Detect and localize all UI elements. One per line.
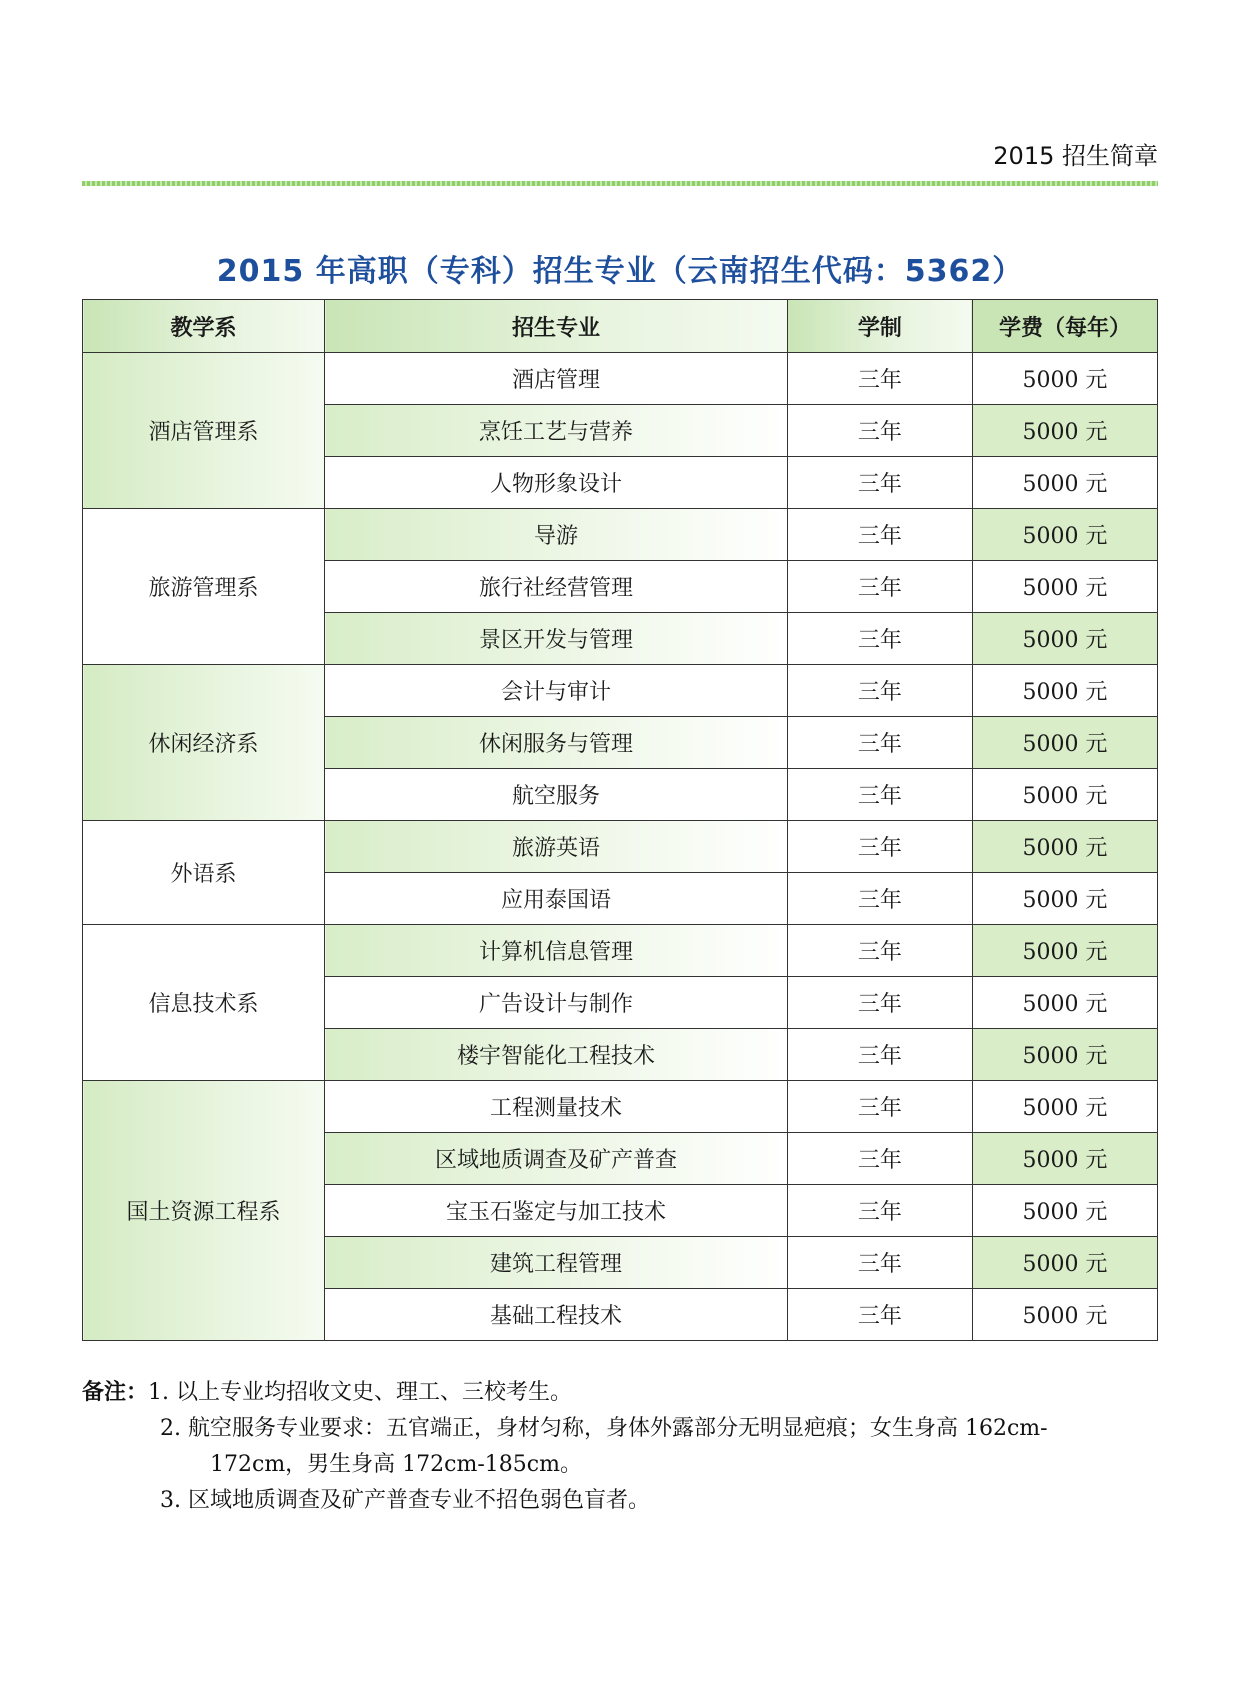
table-row bbox=[83, 353, 1158, 405]
duration-cell: 三年 bbox=[787, 613, 972, 665]
tuition-cell: 5000 元 bbox=[972, 873, 1157, 925]
note-line-1 bbox=[82, 1375, 1162, 1411]
major-cell: 旅游英语 bbox=[325, 821, 788, 873]
tuition-cell: 5000 元 bbox=[972, 977, 1157, 1029]
department-cell: 外语系 bbox=[83, 821, 325, 925]
note-line-2: 2. 航空服务专业要求：五官端正，身材匀称，身体外露部分无明显疤痕；女生身高 162cm- bbox=[160, 1416, 1048, 1441]
tuition-cell: 5000 元 bbox=[972, 561, 1157, 613]
notes-label: 备注： bbox=[82, 1380, 149, 1405]
header-divider bbox=[82, 181, 1158, 186]
tuition-cell: 5000 元 bbox=[972, 405, 1157, 457]
duration-cell: 三年 bbox=[787, 353, 972, 405]
tuition-cell: 5000 元 bbox=[972, 1133, 1157, 1185]
note-item: 1. 以上专业均招收文史、理工、三校考生。 bbox=[148, 1380, 573, 1405]
major-cell: 应用泰国语 bbox=[325, 873, 788, 925]
tuition-cell: 5000 元 bbox=[972, 769, 1157, 821]
duration-cell: 三年 bbox=[787, 561, 972, 613]
department-cell: 信息技术系 bbox=[83, 925, 325, 1081]
duration-cell: 三年 bbox=[787, 821, 972, 873]
table-row bbox=[83, 1081, 1158, 1133]
table-row bbox=[83, 509, 1158, 561]
department-cell: 国土资源工程系 bbox=[83, 1081, 325, 1341]
header-duration: 学制 bbox=[787, 300, 972, 353]
tuition-cell: 5000 元 bbox=[972, 1185, 1157, 1237]
major-cell: 旅行社经营管理 bbox=[325, 561, 788, 613]
majors-table bbox=[82, 299, 1158, 1341]
duration-cell: 三年 bbox=[787, 457, 972, 509]
department-cell: 酒店管理系 bbox=[83, 353, 325, 509]
duration-cell: 三年 bbox=[787, 717, 972, 769]
table-body bbox=[83, 353, 1158, 1341]
duration-cell: 三年 bbox=[787, 665, 972, 717]
notes-section bbox=[82, 1375, 1162, 1519]
major-cell: 烹饪工艺与营养 bbox=[325, 405, 788, 457]
header-tuition: 学费（每年） bbox=[972, 300, 1157, 353]
header-title: 2015 招生简章 bbox=[993, 142, 1158, 170]
duration-cell: 三年 bbox=[787, 1133, 972, 1185]
table-row bbox=[83, 821, 1158, 873]
document-title: 2015 年高职（专科）招生专业（云南招生代码：5362） bbox=[216, 254, 1024, 289]
tuition-cell: 5000 元 bbox=[972, 821, 1157, 873]
tuition-cell: 5000 元 bbox=[972, 509, 1157, 561]
major-cell: 建筑工程管理 bbox=[325, 1237, 788, 1289]
department-cell: 休闲经济系 bbox=[83, 665, 325, 821]
tuition-cell: 5000 元 bbox=[972, 717, 1157, 769]
note-line-3: 3. 区域地质调查及矿产普查专业不招色弱色盲者。 bbox=[160, 1488, 650, 1513]
tuition-cell: 5000 元 bbox=[972, 925, 1157, 977]
major-cell: 基础工程技术 bbox=[325, 1289, 788, 1341]
duration-cell: 三年 bbox=[787, 1237, 972, 1289]
major-cell: 导游 bbox=[325, 509, 788, 561]
duration-cell: 三年 bbox=[787, 405, 972, 457]
major-cell: 航空服务 bbox=[325, 769, 788, 821]
duration-cell: 三年 bbox=[787, 1081, 972, 1133]
major-cell: 休闲服务与管理 bbox=[325, 717, 788, 769]
duration-cell: 三年 bbox=[787, 873, 972, 925]
duration-cell: 三年 bbox=[787, 925, 972, 977]
major-cell: 酒店管理 bbox=[325, 353, 788, 405]
tuition-cell: 5000 元 bbox=[972, 353, 1157, 405]
department-cell: 旅游管理系 bbox=[83, 509, 325, 665]
note-line-2-continued: 172cm，男生身高 172cm-185cm。 bbox=[210, 1452, 582, 1477]
duration-cell: 三年 bbox=[787, 977, 972, 1029]
tuition-cell: 5000 元 bbox=[972, 1029, 1157, 1081]
major-cell: 景区开发与管理 bbox=[325, 613, 788, 665]
table-header-row bbox=[83, 300, 1158, 353]
tuition-cell: 5000 元 bbox=[972, 665, 1157, 717]
major-cell: 计算机信息管理 bbox=[325, 925, 788, 977]
major-cell: 广告设计与制作 bbox=[325, 977, 788, 1029]
duration-cell: 三年 bbox=[787, 1185, 972, 1237]
table-row bbox=[83, 925, 1158, 977]
header-department: 教学系 bbox=[83, 300, 325, 353]
duration-cell: 三年 bbox=[787, 1029, 972, 1081]
duration-cell: 三年 bbox=[787, 1289, 972, 1341]
duration-cell: 三年 bbox=[787, 509, 972, 561]
major-cell: 楼宇智能化工程技术 bbox=[325, 1029, 788, 1081]
table-row bbox=[83, 665, 1158, 717]
major-cell: 区域地质调查及矿产普查 bbox=[325, 1133, 788, 1185]
tuition-cell: 5000 元 bbox=[972, 457, 1157, 509]
major-cell: 宝玉石鉴定与加工技术 bbox=[325, 1185, 788, 1237]
tuition-cell: 5000 元 bbox=[972, 1081, 1157, 1133]
major-cell: 人物形象设计 bbox=[325, 457, 788, 509]
major-cell: 会计与审计 bbox=[325, 665, 788, 717]
header-major: 招生专业 bbox=[325, 300, 788, 353]
tuition-cell: 5000 元 bbox=[972, 1289, 1157, 1341]
tuition-cell: 5000 元 bbox=[972, 613, 1157, 665]
duration-cell: 三年 bbox=[787, 769, 972, 821]
tuition-cell: 5000 元 bbox=[972, 1237, 1157, 1289]
major-cell: 工程测量技术 bbox=[325, 1081, 788, 1133]
